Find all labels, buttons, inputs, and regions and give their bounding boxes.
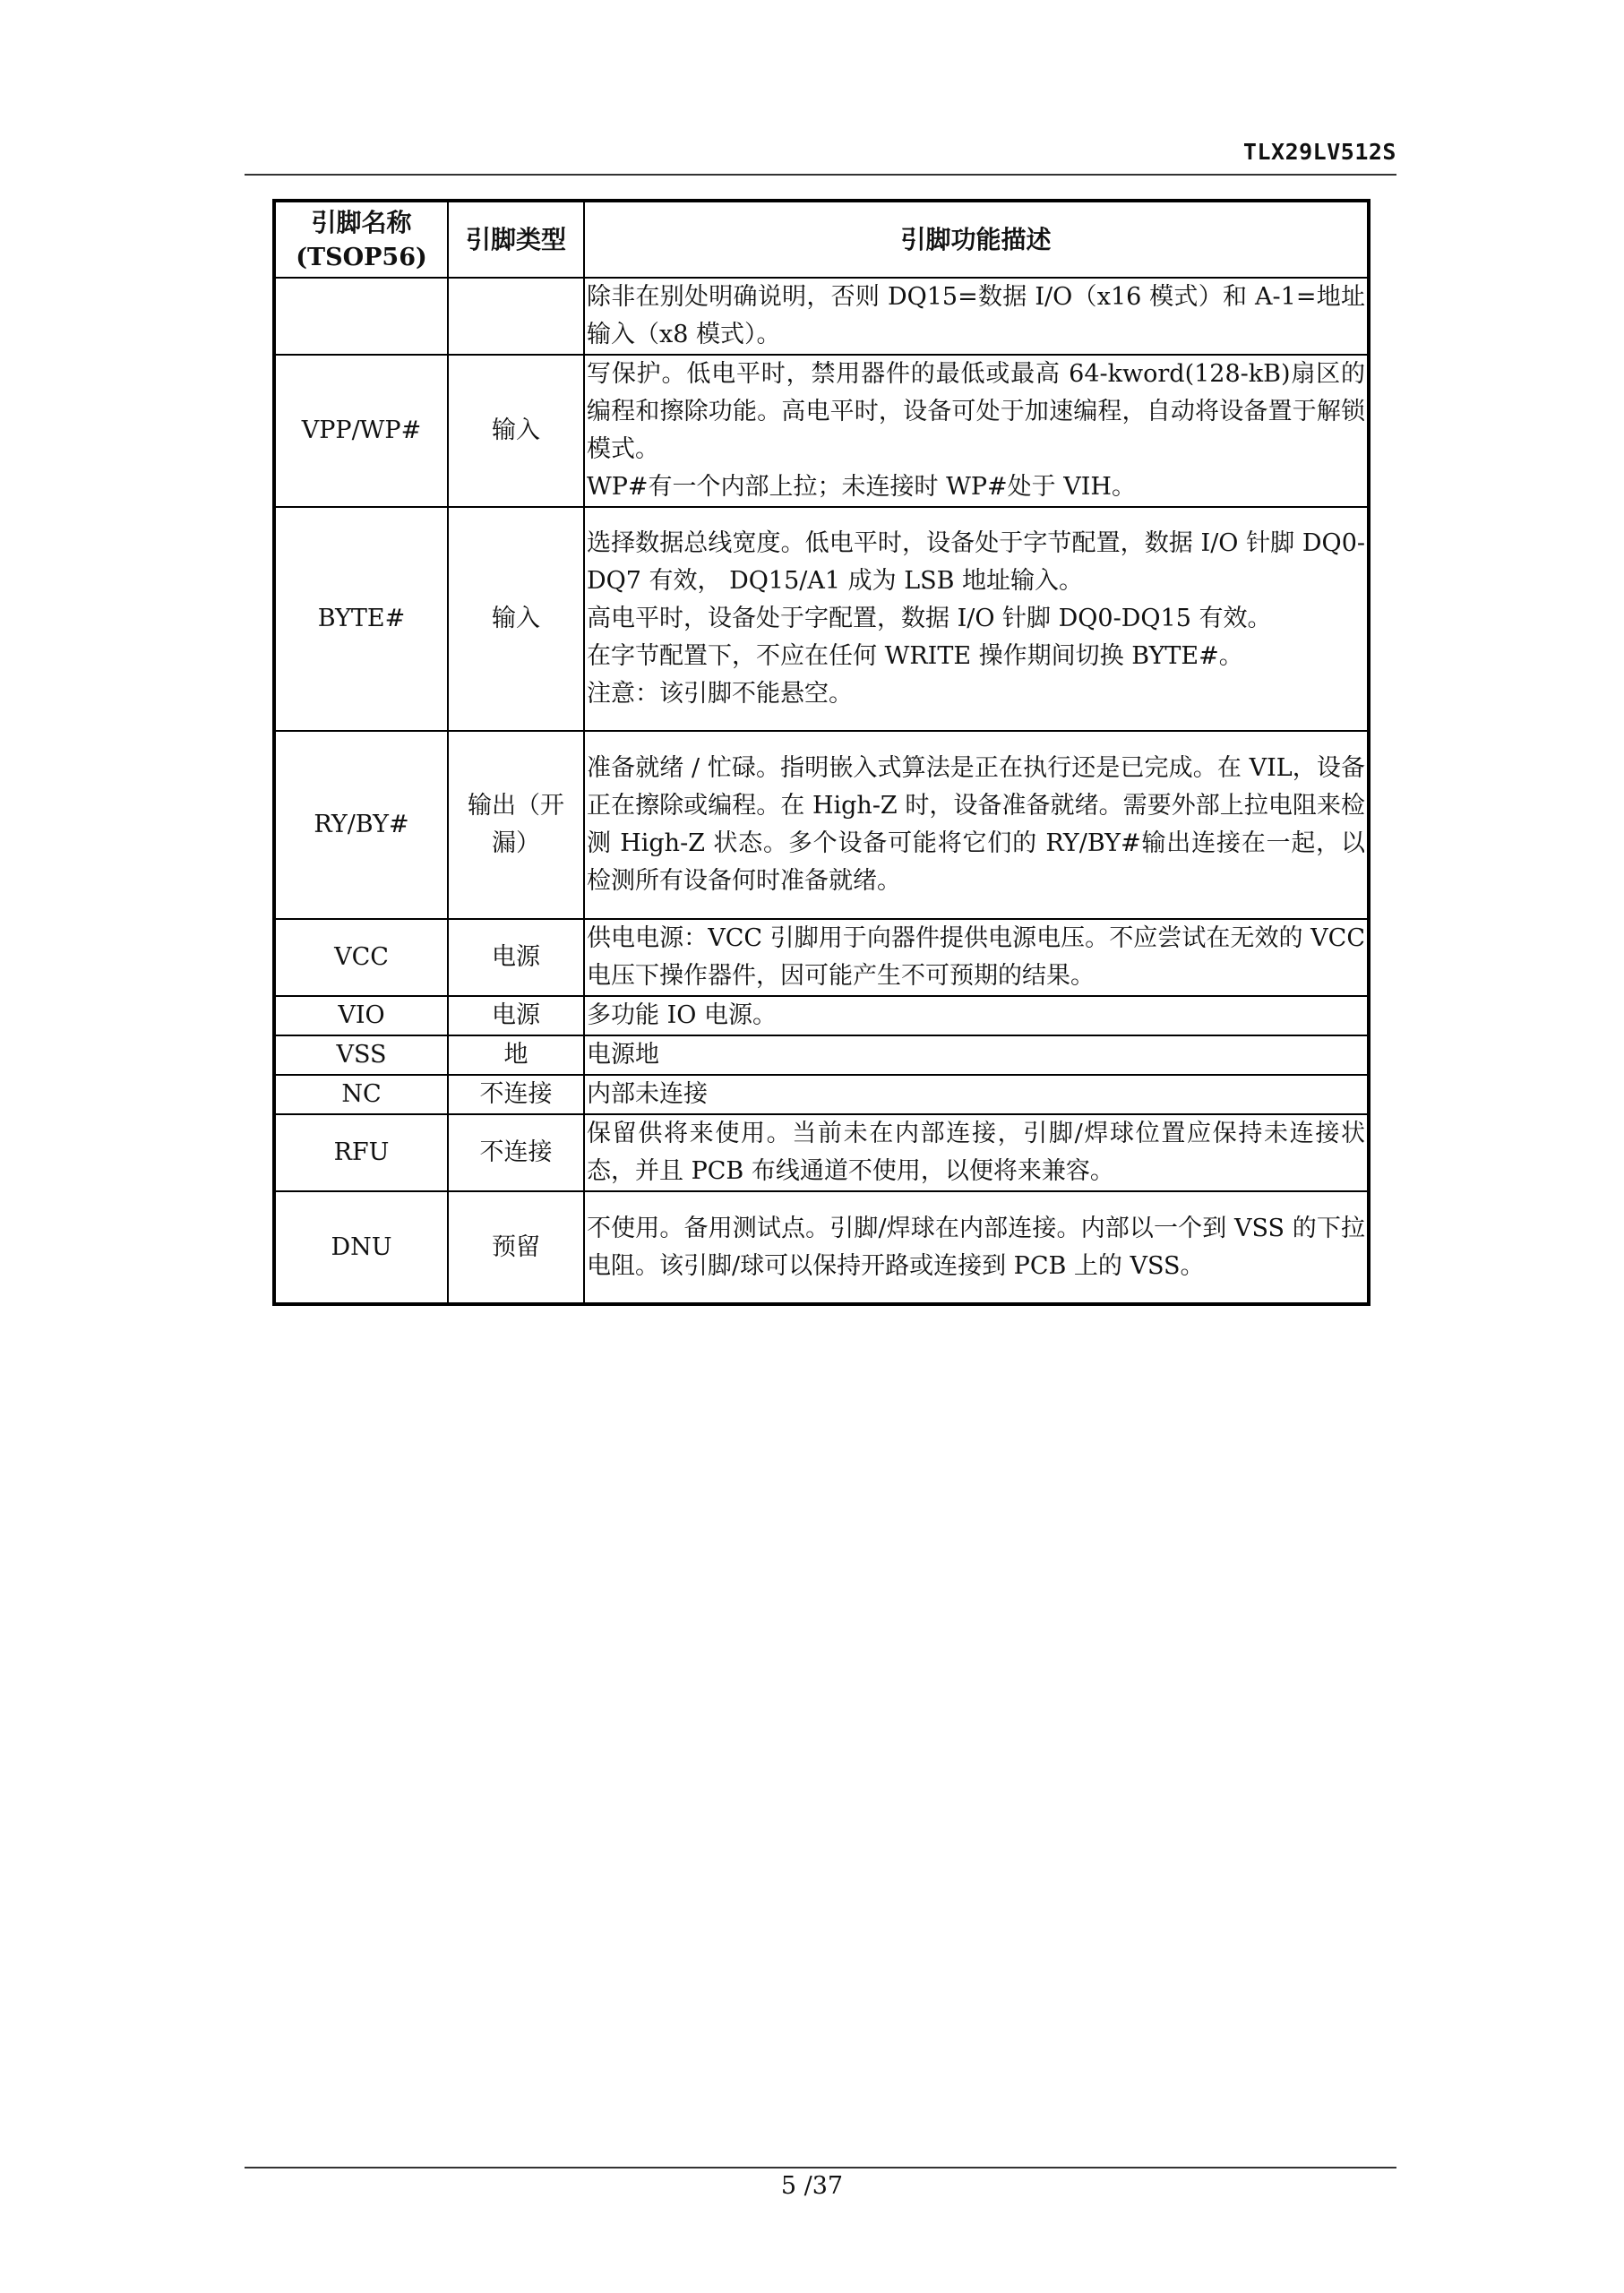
pin-description-paragraph: 写保护。低电平时，禁用器件的最低或最高 64-kword(128-kB)扇区的编程和擦除功能。高电平时，设备可处于加速编程，自动将设备置于解锁模式。 bbox=[587, 360, 1365, 463]
pin-description-cell bbox=[584, 1114, 1369, 1191]
pin-name-cell: NC bbox=[274, 1075, 448, 1114]
pin-description-cell bbox=[584, 731, 1369, 919]
column-header-pin-name-label: 引脚名称 bbox=[311, 207, 412, 237]
table-row bbox=[274, 1035, 1369, 1075]
pin-type-cell: 预留 bbox=[448, 1191, 584, 1304]
pin-description-paragraph: 多功能 IO 电源。 bbox=[587, 1001, 777, 1029]
page-number: 5 /37 bbox=[780, 2172, 844, 2200]
pin-name-cell: VCC bbox=[274, 919, 448, 996]
column-header-pin-function: 引脚功能描述 bbox=[584, 201, 1369, 278]
pin-description-cell bbox=[584, 507, 1369, 731]
footer-divider bbox=[245, 2167, 1396, 2168]
table-row bbox=[274, 1075, 1369, 1114]
pin-description-cell bbox=[584, 1075, 1369, 1114]
pin-name-cell: BYTE# bbox=[274, 507, 448, 731]
pin-type-cell: 输入 bbox=[448, 355, 584, 507]
pin-description-table bbox=[272, 199, 1371, 1306]
pin-description-cell bbox=[584, 996, 1369, 1035]
pin-description-paragraph: 除非在别处明确说明，否则 DQ15=数据 I/O（x16 模式）和 A-1=地址输入（x8 模式）。 bbox=[587, 283, 1365, 348]
pin-type-cell: 不连接 bbox=[448, 1075, 584, 1114]
column-header-pin-name bbox=[274, 201, 448, 278]
column-header-pin-type: 引脚类型 bbox=[448, 201, 584, 278]
table-row bbox=[274, 731, 1369, 919]
pin-description-cell bbox=[584, 355, 1369, 507]
pin-type-cell: 电源 bbox=[448, 996, 584, 1035]
table-row bbox=[274, 1114, 1369, 1191]
pin-type-cell: 电源 bbox=[448, 919, 584, 996]
table-header-row bbox=[274, 201, 1369, 278]
pin-name-cell: VIO bbox=[274, 996, 448, 1035]
table-row bbox=[274, 996, 1369, 1035]
pin-type-cell bbox=[448, 278, 584, 355]
pin-description-cell bbox=[584, 919, 1369, 996]
table-row bbox=[274, 278, 1369, 355]
table-row bbox=[274, 1191, 1369, 1304]
pin-name-cell: RY/BY# bbox=[274, 731, 448, 919]
pin-type-cell: 地 bbox=[448, 1035, 584, 1075]
table-row bbox=[274, 355, 1369, 507]
pin-description-paragraph: 注意：该引脚不能悬空。 bbox=[587, 680, 853, 708]
pin-type-cell: 不连接 bbox=[448, 1114, 584, 1191]
document-code: TLX29LV512S bbox=[1242, 139, 1396, 165]
pin-name-cell bbox=[274, 278, 448, 355]
table-body bbox=[274, 278, 1369, 1304]
pin-name-cell: VPP/WP# bbox=[274, 355, 448, 507]
table-row bbox=[274, 919, 1369, 996]
pin-description-cell bbox=[584, 1035, 1369, 1075]
pin-description-paragraph: 内部未连接 bbox=[587, 1080, 708, 1108]
pin-description-paragraph: 在字节配置下，不应在任何 WRITE 操作期间切换 BYTE#。 bbox=[587, 642, 1243, 670]
pin-name-cell: VSS bbox=[274, 1035, 448, 1075]
table-row bbox=[274, 507, 1369, 731]
header-divider bbox=[245, 174, 1396, 176]
pin-description-paragraph: 不使用。备用测试点。引脚/焊球在内部连接。内部以一个到 VSS 的下拉电阻。该引脚/球可以保持开路或连接到 PCB 上的 VSS。 bbox=[587, 1214, 1365, 1280]
pin-description-paragraph: 准备就绪 / 忙碌。指明嵌入式算法是正在执行还是已完成。在 VIL，设备正在擦除或编程。在 High-Z 时，设备准备就绪。需要外部上拉电阻来检测 High-Z 状态。多个设备可能将它们的 RY/BY#输出连接在一起，以检测所有设备何时准备就绪。 bbox=[587, 754, 1365, 895]
pin-type-cell: 输出（开漏） bbox=[448, 731, 584, 919]
pin-description-paragraph: 高电平时，设备处于字配置，数据 I/O 针脚 DQ0-DQ15 有效。 bbox=[587, 605, 1272, 632]
pin-description-paragraph: 保留供将来使用。当前未在内部连接，引脚/焊球位置应保持未连接状态，并且 PCB 布线通道不使用，以便将来兼容。 bbox=[587, 1120, 1365, 1185]
pin-description-paragraph: 选择数据总线宽度。低电平时，设备处于字节配置，数据 I/O 针脚 DQ0-DQ7 有效， DQ15/A1 成为 LSB 地址输入。 bbox=[587, 529, 1365, 595]
pin-description-paragraph: 电源地 bbox=[587, 1041, 659, 1069]
pin-description-cell bbox=[584, 1191, 1369, 1304]
pin-description-paragraph: 供电电源：VCC 引脚用于向器件提供电源电压。不应尝试在无效的 VCC 电压下操作器件，因可能产生不可预期的结果。 bbox=[587, 924, 1365, 990]
pin-name-cell: RFU bbox=[274, 1114, 448, 1191]
pin-type-cell: 输入 bbox=[448, 507, 584, 731]
column-header-package-label: (TSOP56) bbox=[296, 243, 427, 271]
pin-description-cell bbox=[584, 278, 1369, 355]
pin-name-cell: DNU bbox=[274, 1191, 448, 1304]
pin-description-paragraph: WP#有一个内部上拉；未连接时 WP#处于 VIH。 bbox=[587, 473, 1136, 501]
